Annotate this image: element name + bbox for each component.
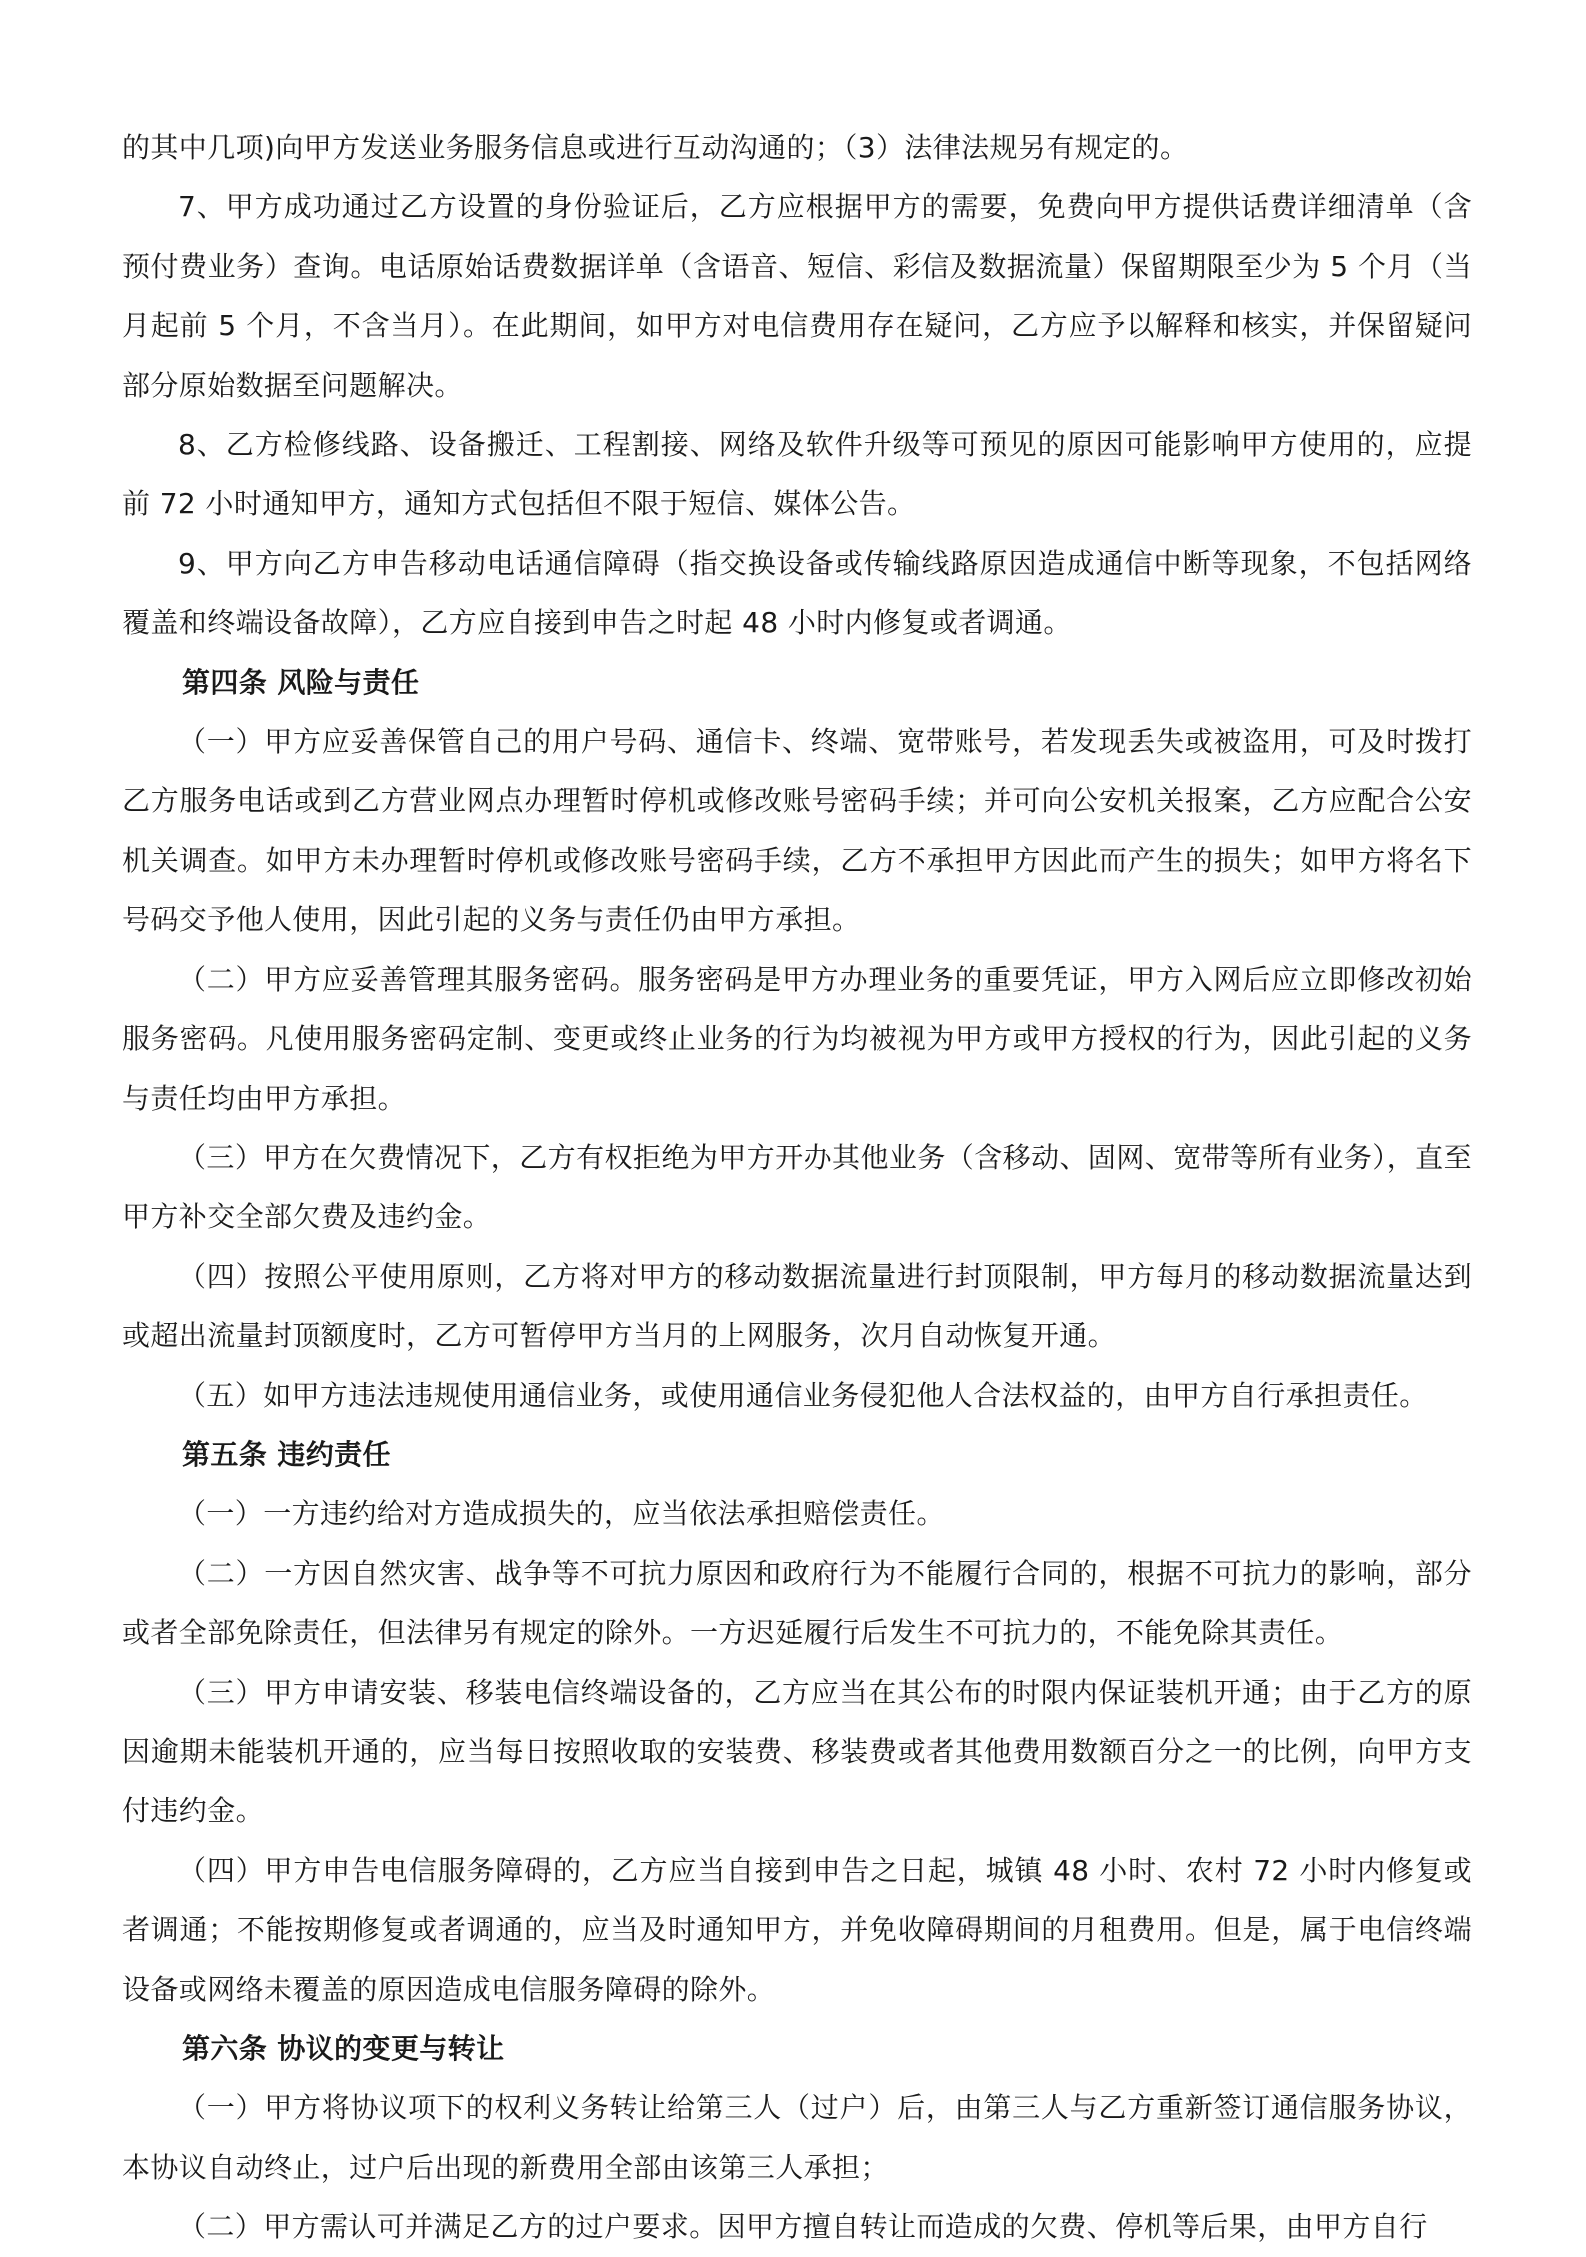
paragraph-article-4-clause-3: （三）甲方在欠费情况下，乙方有权拒绝为甲方开办其他业务（含移动、固网、宽带等所有业务），直至甲方补交全部欠费及违约金。 [122,1140,1472,1234]
paragraph-item-7: 7、甲方成功通过乙方设置的身份验证后，乙方应根据甲方的需要，免费向甲方提供话费详细清单（含预付费业务）查询。电话原始话费数据详单（含语音、短信、彩信及数据流量）保留期限至少为 5 个月（当月起前 5 个月，不含当月）。在此期间，如甲方对电信费用存在疑问，乙方应予以解释和核实，并保留疑问部分原始数据至问题解决。 [122,190,1472,402]
paragraph-item-9: 9、甲方向乙方申告移动电话通信障碍（指交换设备或传输线路原因造成通信中断等现象，不包括网络覆盖和终端设备故障），乙方应自接到申告之时起 48 小时内修复或者调通。 [122,546,1472,640]
paragraph-article-4-clause-2: （二）甲方应妥善管理其服务密码。服务密码是甲方办理业务的重要凭证，甲方入网后应立即修改初始服务密码。凡使用服务密码定制、变更或终止业务的行为均被视为甲方或甲方授权的行为，因此引起的义务与责任均由甲方承担。 [122,962,1472,1115]
section-heading-article-4: 第四条 风险与责任 [182,665,420,699]
paragraph-article-5-clause-3: （三）甲方申请安装、移装电信终端设备的，乙方应当在其公布的时限内保证装机开通；由于乙方的原因逾期未能装机开通的，应当每日按照收取的安装费、移装费或者其他费用数额百分之一的比例，向甲方支付违约金。 [122,1675,1472,1828]
paragraph-item-8: 8、乙方检修线路、设备搬迁、工程割接、网络及软件升级等可预见的原因可能影响甲方使用的，应提前 72 小时通知甲方，通知方式包括但不限于短信、媒体公告。 [122,428,1472,521]
paragraph-continuation: 的其中几项)向甲方发送业务服务信息或进行互动沟通的；（3）法律法规另有规定的。 [122,131,1189,164]
paragraph-article-6-clause-2: （二）甲方需认可并满足乙方的过户要求。因甲方擅自转让而造成的欠费、停机等后果，由甲方自行 [178,2210,1428,2244]
paragraph-article-6-clause-1: （一）甲方将协议项下的权利义务转让给第三人（过户）后，由第三人与乙方重新签订通信服务协议，本协议自动终止，过户后出现的新费用全部由该第三人承担； [122,2091,1472,2184]
section-heading-article-5: 第五条 违约责任 [182,1437,391,1471]
paragraph-article-4-clause-4: （四）按照公平使用原则，乙方将对甲方的移动数据流量进行封顶限制，甲方每月的移动数据流量达到或超出流量封顶额度时，乙方可暂停甲方当月的上网服务，次月自动恢复开通。 [122,1259,1472,1353]
paragraph-article-4-clause-5: （五）如甲方违法违规使用通信业务，或使用通信业务侵犯他人合法权益的，由甲方自行承担责任。 [178,1378,1428,1412]
paragraph-article-5-clause-4: （四）甲方申告电信服务障碍的，乙方应当自接到申告之日起，城镇 48 小时、农村 72 小时内修复或者调通；不能按期修复或者调通的，应当及时通知甲方，并免收障碍期间的月租费用。但是，属于电信终端设备或网络未覆盖的原因造成电信服务障碍的除外。 [122,1853,1472,2006]
paragraph-article-4-clause-1: （一）甲方应妥善保管自己的用户号码、通信卡、终端、宽带账号，若发现丢失或被盗用，可及时拨打乙方服务电话或到乙方营业网点办理暂时停机或修改账号密码手续；并可向公安机关报案，乙方应配合公安机关调查。如甲方未办理暂时停机或修改账号密码手续，乙方不承担甲方因此而产生的损失；如甲方将名下号码交予他人使用，因此引起的义务与责任仍由甲方承担。 [122,725,1472,937]
paragraph-article-5-clause-2: （二）一方因自然灾害、战争等不可抗力原因和政府行为不能履行合同的，根据不可抗力的影响，部分或者全部免除责任，但法律另有规定的除外。一方迟延履行后发生不可抗力的，不能免除其责任。 [122,1556,1472,1650]
document-page [122,118,1472,2257]
section-heading-article-6: 第六条 协议的变更与转让 [182,2032,505,2065]
paragraph-article-5-clause-1: （一）一方违约给对方造成损失的，应当依法承担赔偿责任。 [178,1497,945,1531]
